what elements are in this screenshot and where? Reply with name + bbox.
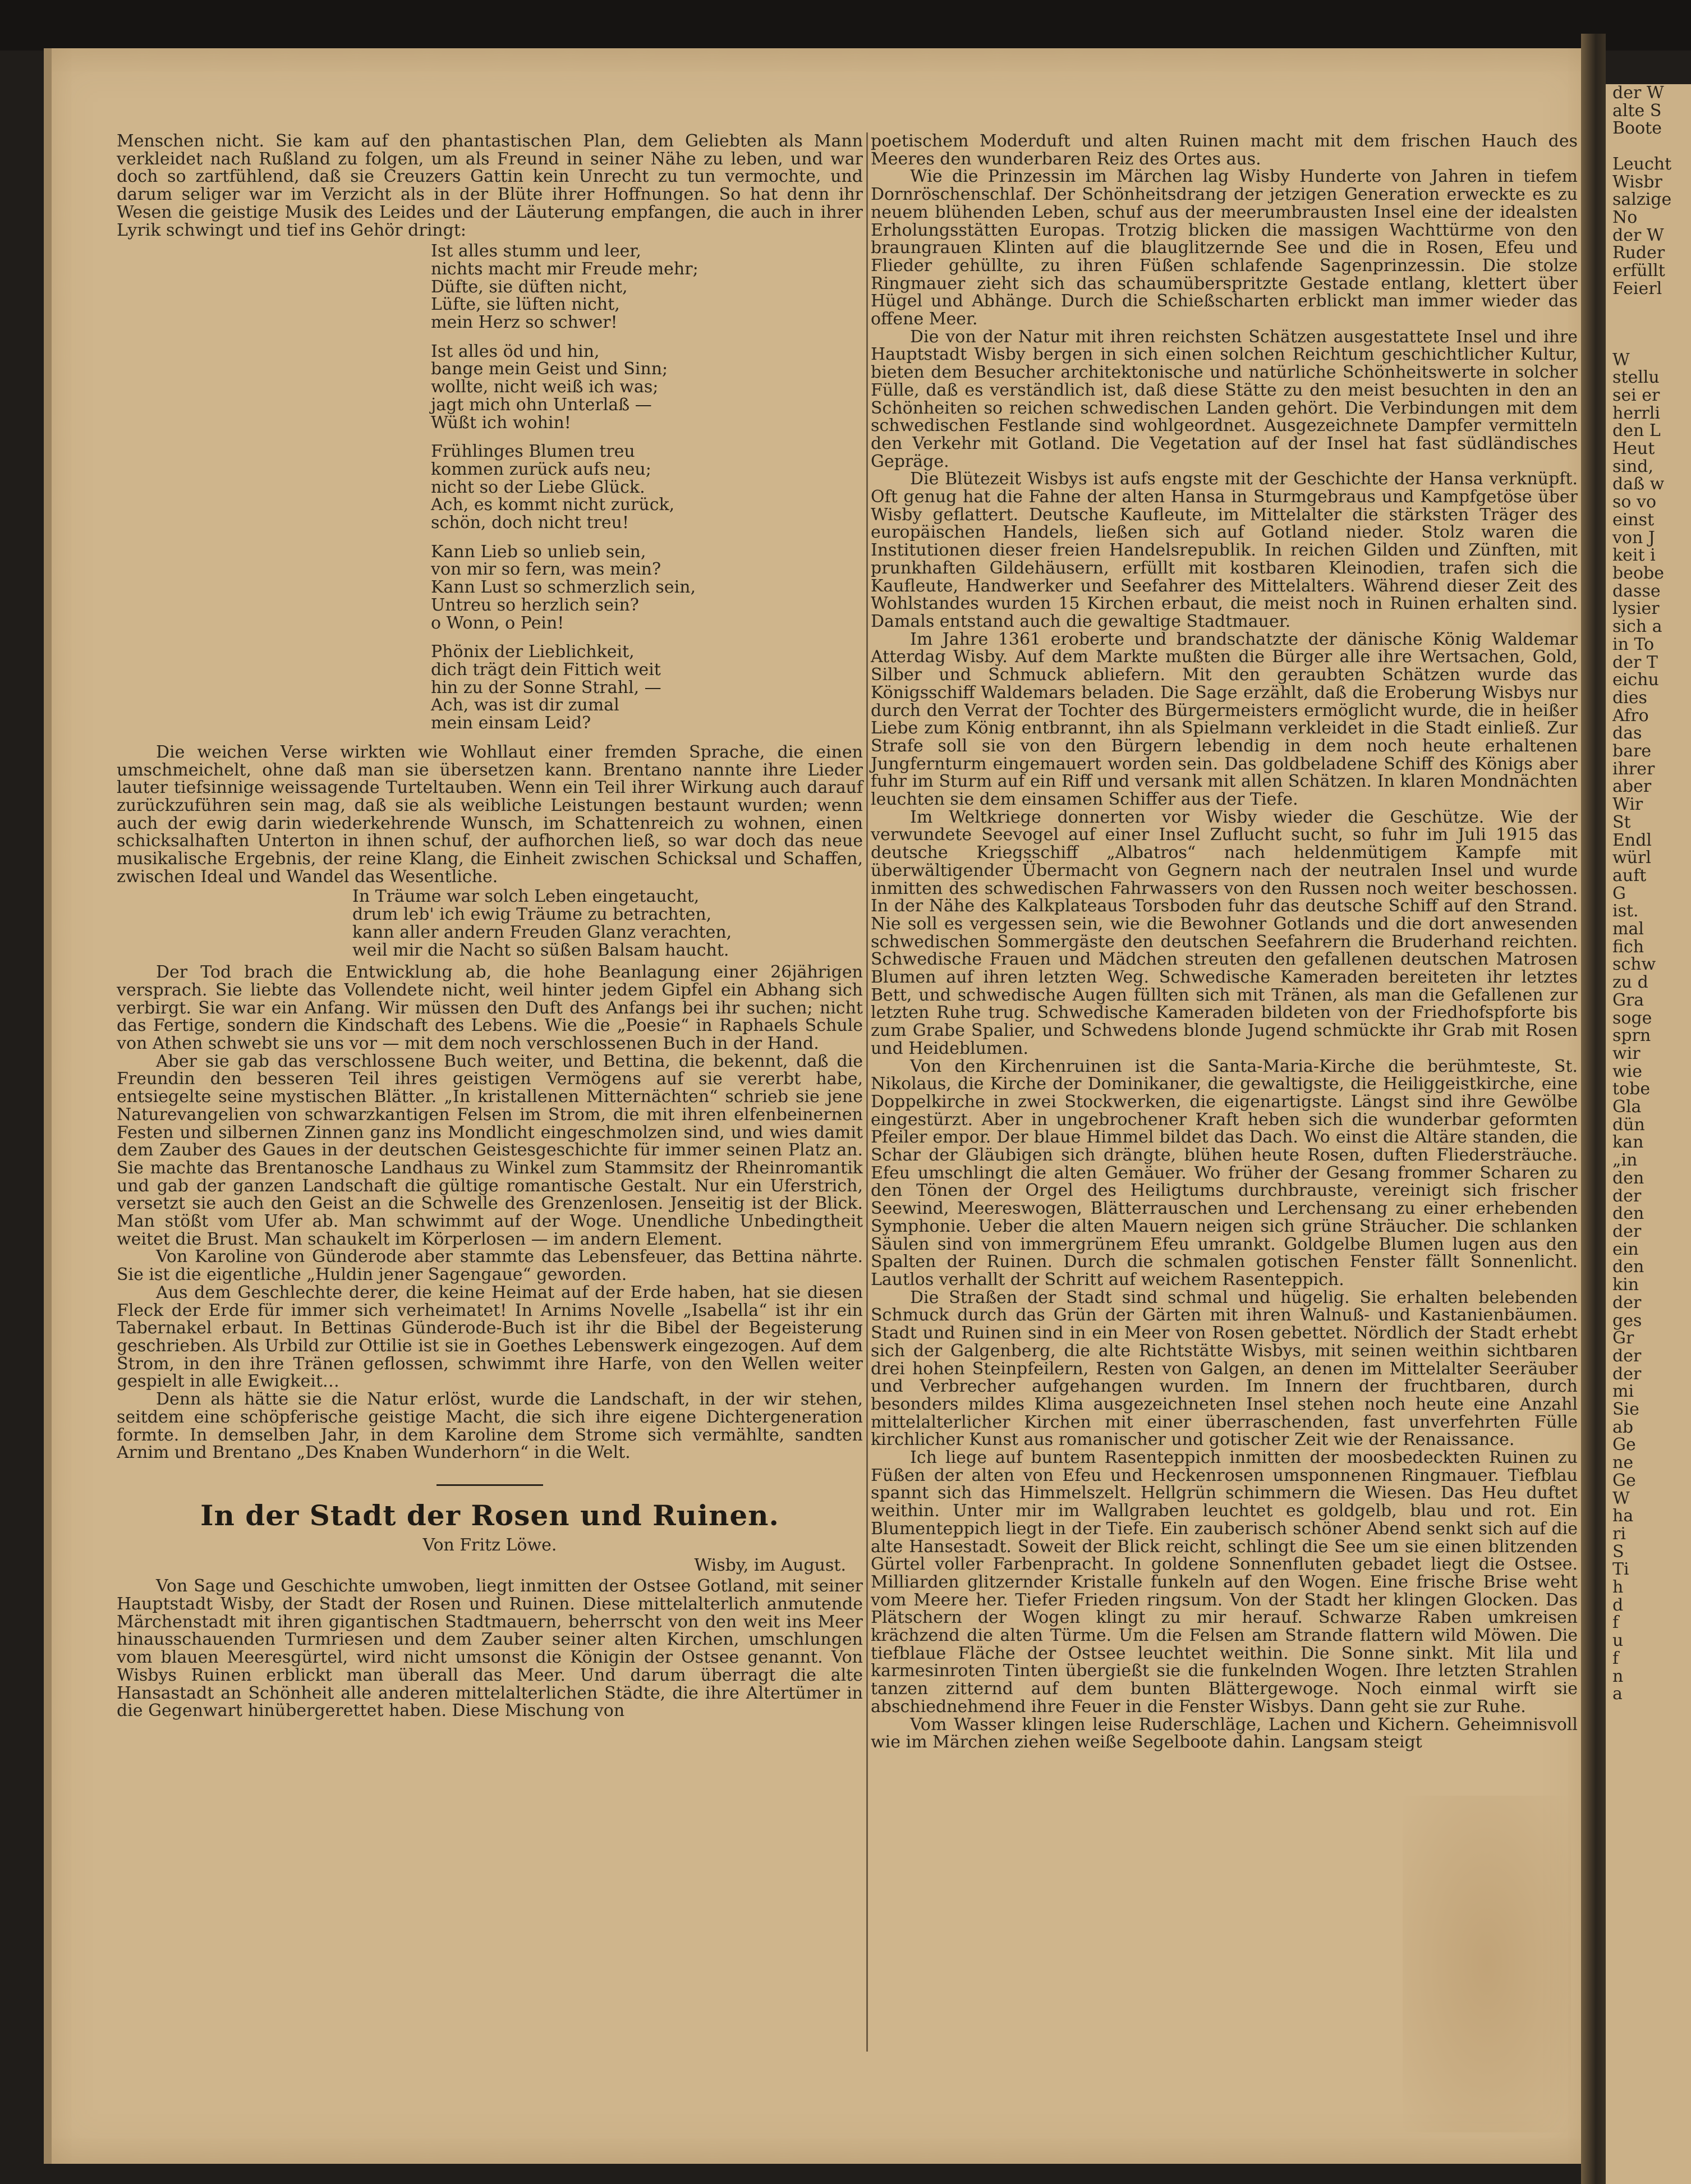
next-page-fragment: salzige: [1612, 190, 1672, 210]
next-page-fragment: sich a: [1612, 617, 1662, 637]
poem-line: mein einsam Leid?: [431, 713, 591, 733]
poem-stanza: [431, 643, 863, 732]
next-page-fragment: f: [1612, 1613, 1619, 1633]
next-page-fragment: W: [1612, 1488, 1630, 1508]
poem-line: Kann Lieb so unlieb sein,: [431, 542, 646, 562]
article-dateline: Wisby, im August.: [694, 1555, 846, 1575]
next-page-fragment: der: [1612, 1364, 1642, 1384]
next-page-fragment: sei er: [1612, 385, 1660, 405]
next-page-fragment: Heut: [1612, 439, 1655, 459]
poem-line: kann aller andern Freuden Glanz verachten,: [352, 922, 732, 942]
next-page-fragment: kin: [1612, 1275, 1639, 1295]
next-page-fragment: von J: [1612, 527, 1655, 548]
right-para-1: poetischem Moderduft und alten Ruinen macht mit dem frischen Hauch des Meeres den wunderbaren Reiz des Ortes aus.: [871, 131, 1578, 169]
next-page-fragment: ne: [1612, 1453, 1634, 1473]
next-page-fragment: der: [1612, 1222, 1642, 1241]
book-gutter: [1581, 34, 1606, 2184]
poem-line: hin zu der Sonne Strahl, —: [431, 677, 661, 698]
next-page-fragment: Leucht: [1612, 154, 1672, 174]
next-page-fragment: mi: [1612, 1382, 1634, 1402]
next-page-fragment: bare: [1612, 741, 1652, 761]
next-page-fragment: ha: [1612, 1506, 1634, 1526]
next-page-fragment: Sie: [1612, 1400, 1639, 1420]
next-page-fragment: ges: [1612, 1310, 1642, 1330]
next-page-fragment: lysier: [1612, 599, 1660, 619]
next-page-fragment: sind,: [1612, 456, 1654, 476]
next-page-fragment: stellu: [1612, 368, 1660, 388]
poem-line: Lüfte, sie lüften nicht,: [431, 295, 620, 315]
next-page-fragment: tobe: [1612, 1079, 1651, 1099]
next-page-fragment: [1606, 297, 1691, 315]
next-page-fragment: n: [1612, 1666, 1624, 1686]
poem-line: nichts macht mir Freude mehr;: [431, 259, 699, 279]
next-page-fragment: W: [1612, 350, 1630, 370]
next-page-fragment: dies: [1612, 687, 1647, 708]
next-page-fragment: fich: [1612, 937, 1644, 957]
next-page-fragment: daß w: [1612, 474, 1665, 494]
poem-ist-alles-stumm: [431, 242, 863, 732]
paper-stain: [1403, 1796, 1571, 2132]
poem-line: In Träume war solch Leben eingetaucht,: [352, 887, 700, 907]
next-page-fragment: Wisbr: [1612, 172, 1662, 192]
next-page-fragment: der T: [1612, 652, 1658, 672]
article-headline: In der Stadt der Rosen und Ruinen.: [200, 1498, 779, 1532]
next-page-fragment: St: [1612, 812, 1631, 832]
next-page-fragment: No: [1612, 207, 1638, 227]
next-page-fragment: [1606, 137, 1691, 155]
left-para-4: Aber sie gab das verschlossene Buch weiter, und Bettina, die bekennt, daß die Freundin den besseren Teil ihres geistigen Vermögens auf sie vererbt habe, entsiegelte seine mystischen Blätter. „In kristallenen Mitternächten“ schrieb sie jene Naturevangelien von schwarzkantigen Felsen im Strom, die mit ihren elfenbeinernen Festen und silbernen Zinnen ganz ins Mondlicht eingeschmolzen sind, und wies damit dem Zauber des Gaues in der deutschen Geistesgeschichte für immer seinen Platz an. Sie machte das Brentanosche Landhaus zu Winkel zum Stammsitz der Rheinromantik und gab der ganzen Landschaft die gültige romantische Gestalt. Nur ein Uferstrich, versetzt sie auch den Geist an die Schwelle des Grenzenlosen. Jenseitig ist der Blick. Man stößt vom Ufer ab. Man schwimmt auf der Woge. Unendliche Unbedingtheit weitet die Brust. Man schaukelt im Körperlosen — im andern Element.: [117, 1051, 863, 1249]
left-para-8: Von Sage und Geschichte umwoben, liegt inmitten der Ostsee Gotland, mit seiner Hauptstadt Wisby, der Stadt der Rosen und Ruinen. Diese mittelalterlich anmutende Märchenstadt mit ihren gigantischen Stadtmauern, beherrscht von den weit ins Meer hinausschauenden Turmriesen und dem Zauber seiner alten Kirchen, umschlungen vom blauen Meeresgürtel, wird nicht umsonst die Königin der Ostsee genannt. Von Wisbys Ruinen erblickt man überall das Meer. Und darum überragt die alte Hansastadt an Schönheit alle anderen mittelalterlichen Städte, die ihre Altertümer in die Gegenwart hinübergerettet haben. Diese Mischung von: [117, 1576, 863, 1721]
article-byline: Von Fritz Löwe.: [422, 1535, 557, 1555]
next-page-fragment: alte S: [1612, 100, 1662, 121]
left-column: [117, 132, 863, 1720]
left-para-1: Menschen nicht. Sie kam auf den phantastischen Plan, dem Geliebten als Mann verkleidet nach Rußland zu folgen, um als Freund in seiner Nähe zu leben, und war doch so zartfühlend, daß sie Creuzers Gattin kein Unrecht zu tun vermochte, und darum seliger war im Verzicht als in der Blüte ihrer Hoffnungen. So hat denn ihr Wesen die geistige Musik des Leides und der Läuterung empfangen, die auch in ihrer Lyrik schwingt und tief ins Gehör dringt:: [117, 131, 863, 240]
next-page-fragment: [1606, 333, 1691, 351]
right-para-3: Die von der Natur mit ihren reichsten Schätzen ausgestattete Insel und ihre Hauptstadt Wisby bergen in sich einen solchen Reichtum geschichtlicher Kultur, bieten dem Besucher architektonische und natürliche Schönheitswerte in solcher Fülle, daß es verständlich ist, daß diese Stätte zu den meist besuchten in den an Schönheiten so reichen schwedischen Landen gehört. Die Verbindungen mit dem schwedischen Festlande sind wohlgeordnet. Ausgezeichnete Dampfer vermitteln den Verkehr mit Gotland. Die Vegetation auf der Insel hat fast südländisches Gepräge.: [871, 327, 1578, 471]
next-page-fragment: der: [1612, 1346, 1642, 1366]
right-para-2: Wie die Prinzessin im Märchen lag Wisby Hunderte von Jahren in tiefem Dornröschenschlaf. Der Schönheitsdrang der jetzigen Generation erweckte es zu neuem blühenden Leben, schuf aus der meerumbrausten Insel eine der idealsten Erholungsstätten Europas. Trotzig blicken die massigen Wachttürme von den braungrauen Klinten auf die blauglitzernde See und die in Rosen, Efeu und Flieder gehüllte, zu ihren Füßen schlafende Sagenprinzessin. Die stolze Ringmauer zieht sich das schaumüberspritzte Gestade entlang, klettert über Hügel und Abhänge. Durch die Schießscharten erblickt man immer wieder das offene Meer.: [871, 167, 1578, 329]
next-page-fragment: den L: [1612, 421, 1661, 441]
poem-line: Düfte, sie düften nicht,: [431, 277, 628, 297]
poem-line: bange mein Geist und Sinn;: [431, 359, 668, 379]
poem-line: drum leb' ich ewig Träume zu betrachten,: [352, 905, 712, 925]
next-page-fragment: Feierl: [1612, 278, 1662, 299]
next-page-fragment: Ti: [1612, 1559, 1629, 1580]
next-page-fragment: eichu: [1612, 670, 1659, 690]
section-divider: [436, 1484, 543, 1486]
next-page-fragment: ihrer: [1612, 759, 1655, 779]
poem-line: kommen zurück aufs neu;: [431, 459, 651, 479]
next-page-fragment: den: [1612, 1168, 1644, 1188]
left-para-7: Denn als hätte sie die Natur erlöst, wurde die Landschaft, in der wir stehen, seitdem eine schöpferische geistige Macht, die sich ihre eigene Dichtergeneration formte. In demselben Jahr, in dem Karoline dem Strome sich vermählte, sandten Arnim und Brentano „Des Knaben Wunderhorn“ in die Welt.: [117, 1389, 863, 1463]
poem-line: Wüßt ich wohin!: [431, 412, 571, 433]
poem-line: Ach, was ist dir zumal: [431, 695, 619, 715]
next-page-fragment: Ge: [1612, 1470, 1636, 1490]
next-page-fragment: herrli: [1612, 403, 1660, 423]
right-para-7: Von den Kirchenruinen ist die Santa-Maria-Kirche die berühmteste, St. Nikolaus, die Kirche der Dominikaner, die gewaltigste, die Heiliggeistkirche, eine Doppelkirche in zwei Stockwerken, die eigenartigste. Längst sind ihre Gewölbe eingestürzt. Aber in ungebrochener Kraft heben sich die wunderbar geformten Pfeiler empor. Der blaue Himmel bildet das Dach. Wo einst die Altäre standen, die Schar der Gläubigen sich drängte, blühen heute Rosen, duften Fliedersträuche. Efeu umschlingt die alten Gemäuer. Wo früher der Gesang frommer Scharen zu den Tönen der Orgel des Heiligtums durchbrauste, vereinigt sich frischer Seewind, Meereswogen, Blätterrauschen und Lerchensang zu einer erhebenden Symphonie. Ueber die alten Mauern neigen sich grüne Sträucher. Die schlanken Säulen sind von immergrünem Efeu umrankt. Goldgelbe Blumen lugen aus den Spalten der Ruinen. Durch die schmalen gotischen Fenster fällt Sonnenlicht. Lautlos verhallt der Schritt auf weichem Rasenteppich.: [871, 1056, 1578, 1290]
next-page-fragment: wir: [1612, 1043, 1641, 1063]
next-page-fragment: keit i: [1612, 545, 1656, 566]
poem-line: nicht so der Liebe Glück.: [431, 477, 645, 497]
next-page-fragment: so vo: [1612, 492, 1657, 512]
next-page-fragment: Gra: [1612, 990, 1644, 1010]
next-page-fragment: beobe: [1612, 563, 1664, 583]
next-page-fragment: Gr: [1612, 1328, 1634, 1348]
poem-line: weil mir die Nacht so süßen Balsam haucht.: [352, 940, 729, 960]
poem-line: von mir so fern, was mein?: [431, 559, 661, 580]
poem-line: dich trägt dein Fittich weit: [431, 659, 661, 680]
next-page-fragment: u: [1612, 1631, 1624, 1651]
next-page-fragment: ein: [1612, 1239, 1639, 1259]
next-page-fragment: Wir: [1612, 795, 1643, 815]
next-page-fragment: der: [1612, 1186, 1642, 1206]
next-page-fragment: h: [1612, 1577, 1624, 1598]
left-para-3: Der Tod brach die Entwicklung ab, die hohe Beanlagung einer 26jährigen versprach. Sie liebte das Vollendete nicht, weil hinter jedem Gipfel ein Abhang sich verbirgt. Sie war ein Anfang. Wir müssen den Duft des Anfangs bei ihr suchen; nicht das Fertige, sondern die Kindschaft des Lebens. Wie die „Poesie“ in Raphaels Schule von Athen schwebt sie uns vor — mit dem noch verschlossenen Buch in der Hand.: [117, 962, 863, 1054]
next-page-fragment: d: [1612, 1595, 1624, 1615]
poem-stanza: [431, 242, 863, 332]
next-page-fragment: G: [1612, 883, 1626, 903]
next-page-fragment: Endl: [1612, 830, 1652, 850]
next-page-fragment: der W: [1612, 84, 1664, 103]
right-para-6: Im Weltkriege donnerten vor Wisby wieder die Geschütze. Wie der verwundete Seevogel auf einer Insel Zuflucht sucht, so fuhr im Juli 1915 das deutsche Kriegsschiff „Albatros“ nach heldenmütigem Kampfe mit überwältigender Übermacht von Gegnern nach der neutralen Insel und wurde inmitten des schwedischen Fahrwassers von den Russen noch weiter beschossen. In der Nähe des Kalkplateaus Torsboden fuhr das deutsche Schiff auf den Strand. Nie soll es vergessen sein, wie die Bewohner Gotlands und die dort anwesenden schwedischen Sommergäste den deutschen Seefahrern die Bruderhand reichten. Schwedische Frauen und Mädchen streuten den gefallenen deutschen Matrosen Blumen auf ihren letzten Weg. Schwedische Kameraden bereiteten ihr letztes Bett, und schwedische Augen füllten sich mit Tränen, als man die Gefallenen zur letzten Ruhe trug. Schwedische Kameraden bildeten von der Friedhofspforte bis zum Grabe Spalier, und Schwedens blonde Jugend schmückte ihr Grab mit Rosen und Heideblumen.: [871, 807, 1578, 1058]
next-page-fragment: kan: [1612, 1132, 1644, 1153]
next-page-fragment: dün: [1612, 1114, 1645, 1135]
poem-in-traeume: [352, 888, 863, 959]
right-para-9: Ich liege auf buntem Rasenteppich inmitten der moosbedeckten Ruinen zu Füßen der alten von Efeu und Heckenrosen umsponnenen Ringmauer. Tiefblau spannt sich das Himmelszelt. Hellgrün schimmern die Wiesen. Das Heu duftet weithin. Unter mir im Wallgraben leuchtet es goldgelb, blau und rot. Ein Blumenteppich liegt in der Tiefe. Ein zauberisch schöner Abend senkt sich auf die alte Hansestadt. Soweit der Blick reicht, schlingt die See um sie einen blitzenden Gürtel voller Farbenpracht. In goldene Sonnenfluten gebadet liegt die Ostsee. Milliarden glitzernder Kristalle funkeln auf den Wogen. Eine frische Brise weht vom Meere her. Tiefer Frieden ringsum. Von der Stadt her klingen Glocken. Das Plätschern der Wogen klingt zu mir herauf. Schwarze Raben umkreisen krächzend die alten Türme. Um die Felsen am Strande flattern wild Möwen. Die tiefblaue Fläche der Ostsee leuchtet weithin. Die Sonne sinkt. Mit lila und karmesinroten Tinten übergießt sie die funkelnden Wogen. Ihre letzten Strahlen tanzen zitternd auf dem bunten Blättergewoge. Noch einmal wirft sie abschiednehmend ihre Feuer in die Fenster Wisbys. Dann geht sie zur Ruhe.: [871, 1448, 1578, 1717]
next-page-fragment: Gla: [1612, 1097, 1642, 1117]
poem-stanza: [431, 543, 863, 632]
poem-stanza: [431, 343, 863, 432]
next-page-edge: [1606, 84, 1691, 2184]
poem-line: Untreu so herzlich sein?: [431, 595, 639, 615]
next-page-fragment: ist.: [1612, 901, 1639, 921]
scan-top-border: [0, 0, 1691, 51]
next-page-fragment: der W: [1612, 225, 1664, 245]
right-column: [871, 132, 1578, 1751]
next-page-fragment: mal: [1612, 919, 1644, 939]
next-page-fragment: den: [1612, 1204, 1644, 1224]
next-page-fragment: soge: [1612, 1008, 1652, 1028]
poem-line: jagt mich ohn Unterlaß —: [431, 394, 652, 415]
poem-line: Ist alles stumm und leer,: [431, 241, 641, 261]
next-page-fragment: Ge: [1612, 1435, 1636, 1455]
left-para-5: Von Karoline von Günderode aber stammte das Lebensfeuer, das Bettina nährte. Sie ist die eigentliche „Huldin jener Sagengaue“ geworden.: [117, 1247, 863, 1285]
poem-line: mein Herz so schwer!: [431, 313, 618, 333]
poem-line: Ist alles öd und hin,: [431, 341, 600, 361]
poem-line: Kann Lust so schmerzlich sein,: [431, 577, 696, 598]
right-para-5: Im Jahre 1361 eroberte und brandschatzte der dänische König Waldemar Atterdag Wisby. Auf dem Markte mußten die Bürger alle ihre Wertsachen, Gold, Silber und Schmuck abliefern. Mit den geraubten Schätzen wurde das Königsschiff Waldemars beladen. Die Sage erzählt, daß die Eroberung Wisbys nur durch den Verrat der Tochter des Bürgermeisters ermöglicht wurde, die in heißer Liebe zum König entbrannt, ihn als Spielmann verkleidet in die Stadt einließ. Zur Strafe soll sie von den Bürgern lebendig in dem noch heute erhaltenen Jungfernturm eingemauert worden sein. Das goldbeladene Schiff des Königs aber fuhr im Sturm auf ein Riff und versank mit allen Schätzen. In klaren Mondnächten leuchten sie dem einsamen Schiffer aus der Tiefe.: [871, 629, 1578, 810]
next-page-fragment: der: [1612, 1292, 1642, 1313]
next-page-fragment: einst: [1612, 510, 1655, 530]
next-page-fragment: Afro: [1612, 705, 1649, 726]
right-para-4: Die Blütezeit Wisbys ist aufs engste mit der Geschichte der Hansa verknüpft. Oft genug hat die Fahne der alten Hansa in Sturmgebraus und Kampfgetöse über Wisby geflattert. Deutsche Kaufleute, im Mittelalter die stärksten Träger des europäischen Handels, ließen sich auf Gotland nieder. Stolz waren die Institutionen dieser freien Handelsrepublik. In reichen Gilden und Zünften, mit prunkhaften Gildehäusern, erfüllt mit kostbaren Kleinodien, trafen sich die Kaufleute, Handwerker und Seefahrer des Mittelalters. Während dieser Zeit des Wohlstandes wurden 15 Kirchen erbaut, die meist noch in Ruinen erhalten sind. Damals entstand auch die gewaltige Stadtmauer.: [871, 469, 1578, 631]
next-page-fragment: aber: [1612, 777, 1652, 797]
next-page-fragment: wie: [1612, 1061, 1643, 1081]
next-page-fragment: [1606, 315, 1691, 333]
next-page-fragment: „in: [1612, 1150, 1638, 1171]
poem-line: wollte, nicht weiß ich was;: [431, 377, 659, 397]
page-left-edge: [44, 48, 52, 2164]
next-page-fragment: würl: [1612, 848, 1651, 868]
next-page-fragment: schw: [1612, 955, 1656, 975]
next-page-fragment: ab: [1612, 1417, 1634, 1437]
next-page-fragment: Ruder: [1612, 243, 1665, 263]
next-page-fragment: erfüllt: [1612, 261, 1665, 281]
next-page-fragment: sprn: [1612, 1026, 1651, 1046]
poem-line: o Wonn, o Pein!: [431, 613, 564, 633]
next-page-fragment: a: [1612, 1684, 1623, 1704]
next-page-fragment: S: [1612, 1541, 1624, 1562]
left-para-2: Die weichen Verse wirkten wie Wohllaut einer fremden Sprache, die einen umschmeichelt, ohne daß man sie übersetzen kann. Brentano nannte ihre Lieder lauter tiefsinnige weissagende Turteltauben. Wenn ein Teil ihrer Wirkung auch darauf zurückzuführen sein mag, daß sie als weibliche Leistungen bestaunt wurden; wenn auch der ewig darin wiederkehrende Wunsch, im Schattenreich zu wohnen, einen schicksalhaften Unterton in ihnen schuf, der aufhorchen ließ, so war doch das neue musikalische Ergebnis, der reine Klang, die Einheit zwischen Schicksal und Schaffen, zwischen Ideal und Wandel das Wesentliche.: [117, 742, 863, 887]
next-page-fragment: dasse: [1612, 581, 1661, 601]
next-page-fragments: [1606, 84, 1691, 1703]
next-page-fragment: den: [1612, 1257, 1644, 1277]
next-page-fragment: f: [1612, 1648, 1619, 1668]
right-para-10: Vom Wasser klingen leise Ruderschläge, Lachen und Kichern. Geheimnisvoll wie im Märchen ziehen weiße Segelboote dahin. Langsam steigt: [871, 1714, 1578, 1752]
poem-line: schön, doch nicht treu!: [431, 513, 629, 533]
next-page-fragment: auft: [1612, 865, 1647, 885]
next-page-fragment: das: [1612, 723, 1642, 744]
poem-line: Phönix der Lieblichkeit,: [431, 642, 635, 662]
poem-line: Ach, es kommt nicht zurück,: [431, 495, 675, 515]
column-divider: [866, 132, 868, 2052]
next-page-fragment: in To: [1612, 634, 1655, 654]
right-para-8: Die Straßen der Stadt sind schmal und hügelig. Sie erhalten belebenden Schmuck durch das Grün der Gärten mit ihren Walnuß- und Kastanienbäumen. Stadt und Ruinen sind in ein Meer von Rosen gebettet. Nördlich der Stadt erhebt sich der Galgenberg, die alte Richtstätte Wisbys, mit seinen weithin sichtbaren drei hohen Steinpfeilern, Resten von Galgen, an denen im Mittelalter Seeräuber und Verbrecher aufgehangen wurden. Im Innern der fruchtbaren, durch besonders mildes Klima ausgezeichneten Insel stehen noch heute eine Anzahl mittelalterlicher Kirchen mit einer überraschenden, fast unverfehrten Fülle kirchlicher Kunst aus romanischer und gotischer Zeit wie der Renaissance.: [871, 1287, 1578, 1450]
next-page-fragment: zu d: [1612, 972, 1648, 993]
next-page-fragment: Boote: [1612, 118, 1662, 139]
next-page-fragment: ri: [1612, 1524, 1626, 1544]
poem-stanza: [431, 443, 863, 532]
left-para-6: Aus dem Geschlechte derer, die keine Heimat auf der Erde haben, hat sie diesen Fleck der Erde für immer sich verheimatet! In Arnims Novelle „Isabella“ ist ihr ein Tabernakel erbaut. In Bettinas Günderode-Buch ist ihr die Bibel der Begeisterung geschrieben. Als Urbild zur Ottilie ist sie in Goethes Lebenswerk eingezogen. Auf dem Strom, in den ihre Tränen geflossen, schwimmt ihre Harfe, von den Wellen weiter gespielt in alle Ewigkeit…: [117, 1282, 863, 1392]
poem-line: Frühlinges Blumen treu: [431, 442, 635, 462]
